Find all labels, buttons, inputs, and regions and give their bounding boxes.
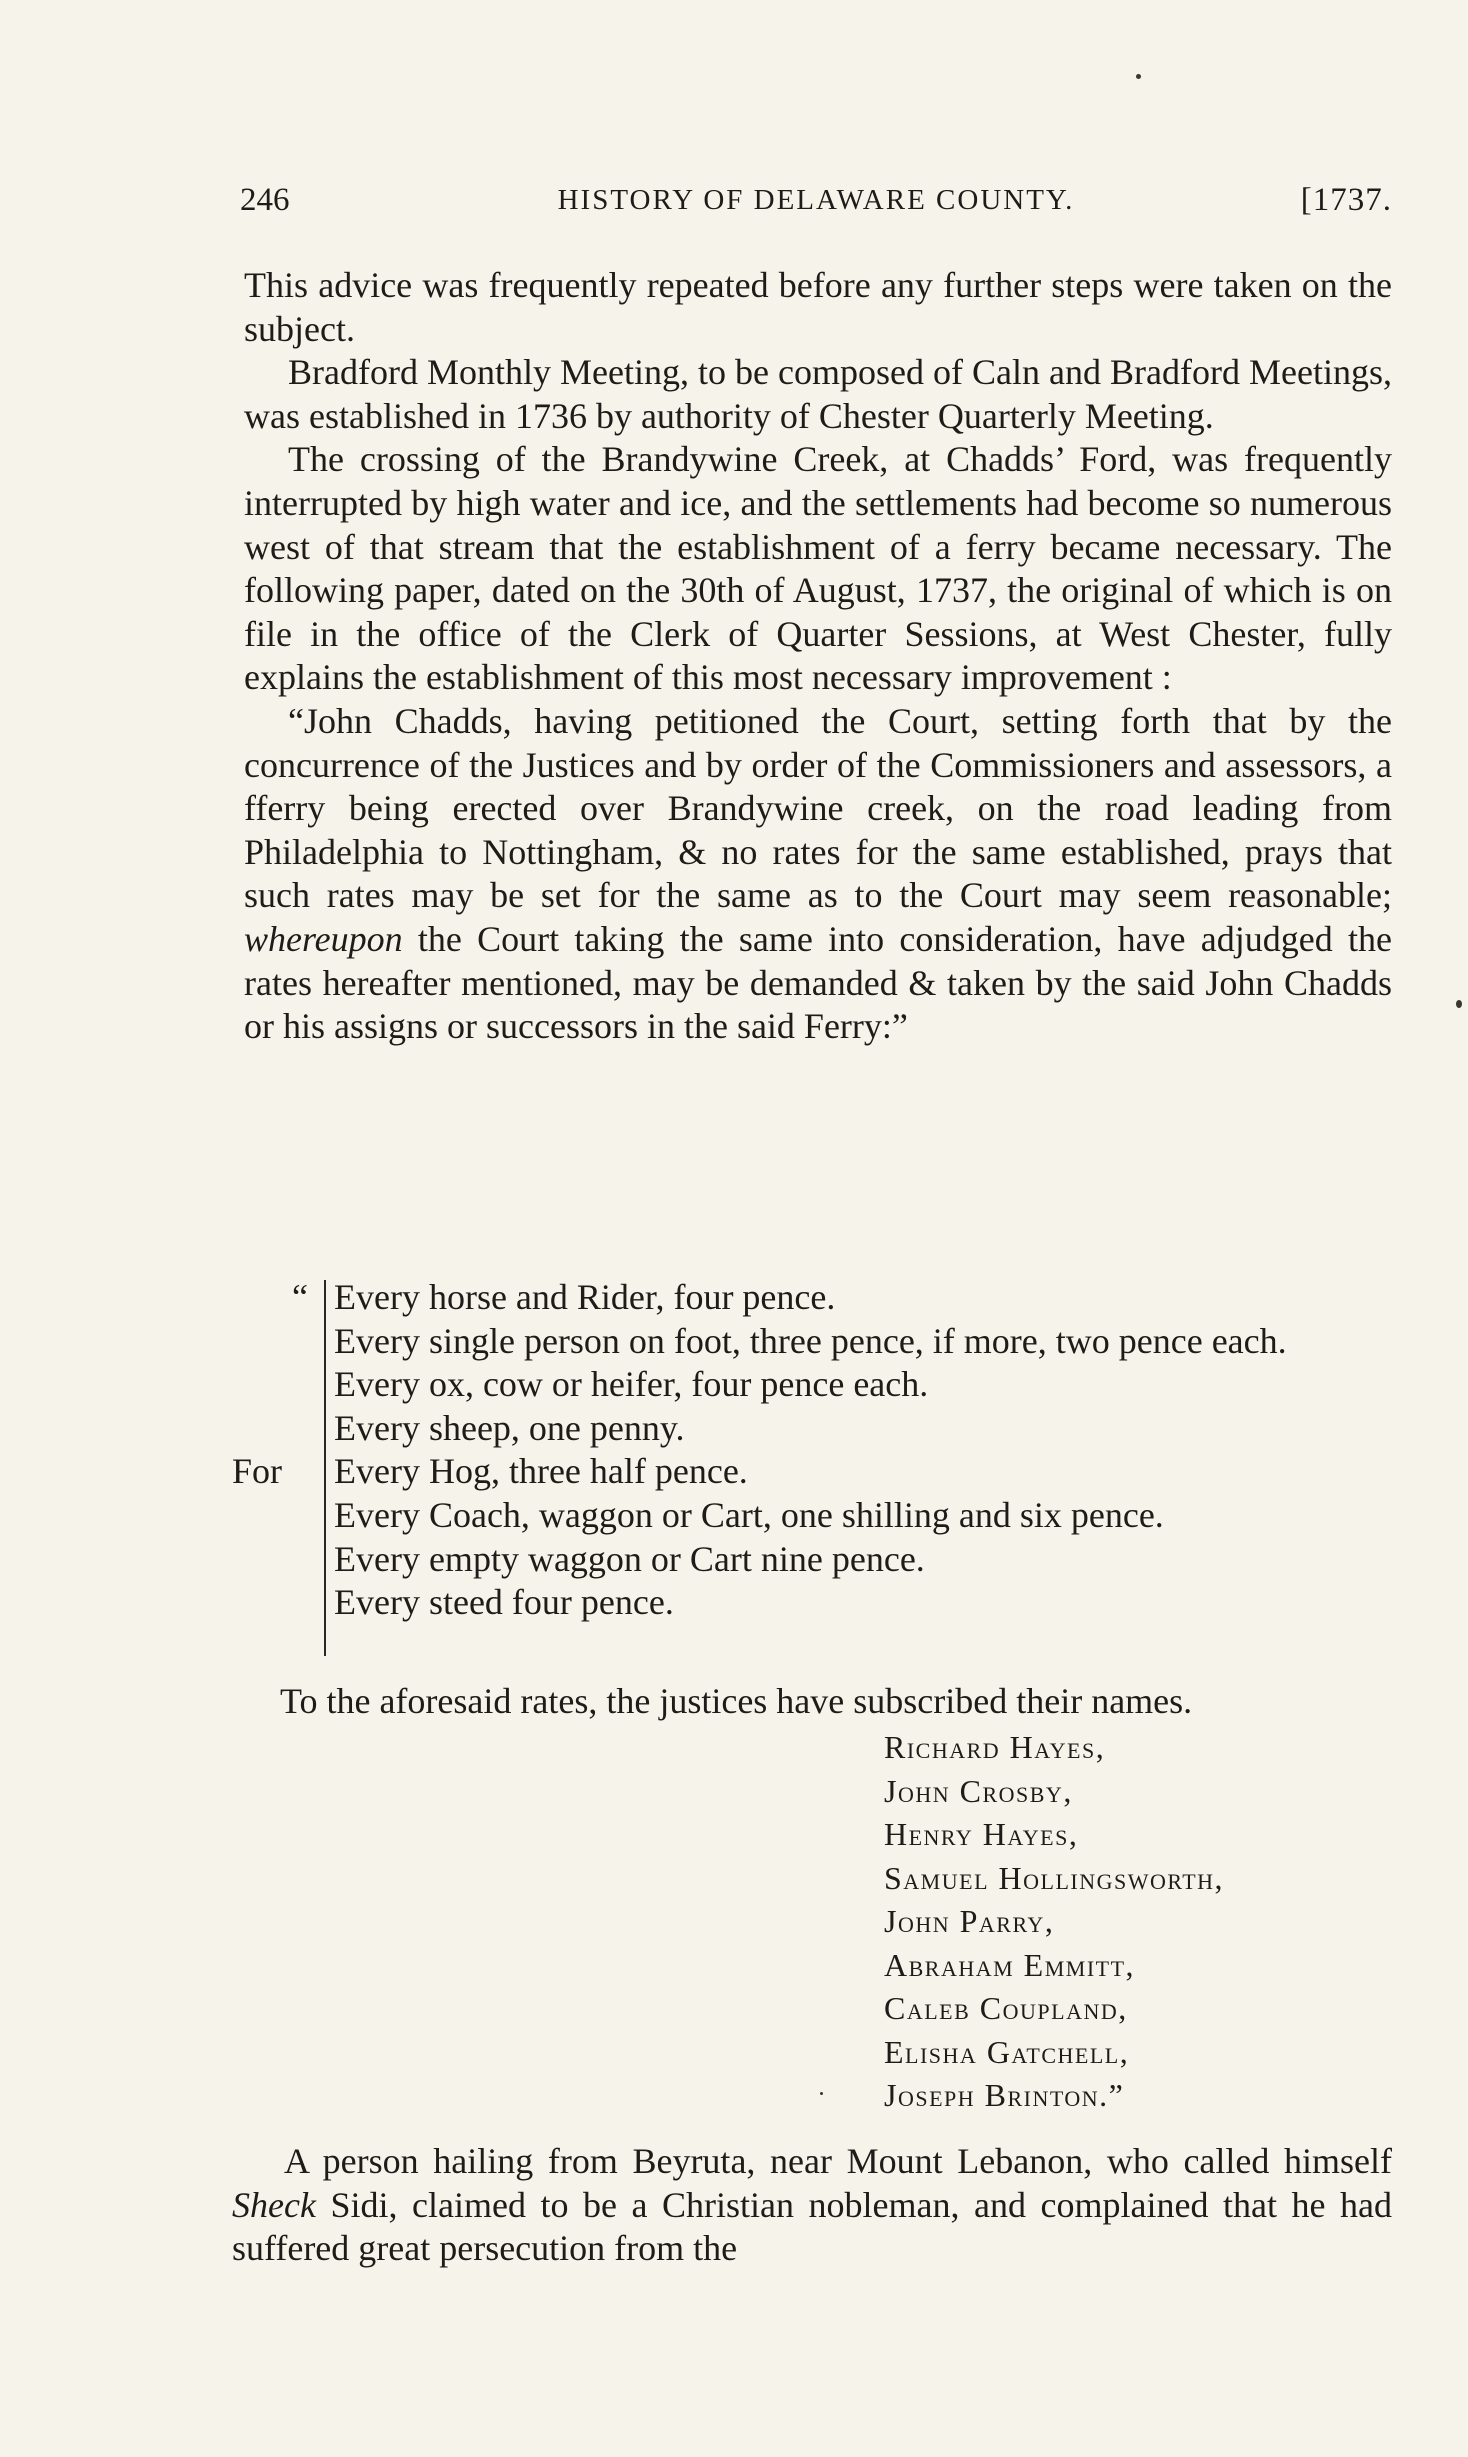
rate-item: Every steed four pence.: [334, 1582, 674, 1623]
rates-open-quote: “: [292, 1277, 308, 1317]
paper-speck: [1136, 74, 1141, 79]
paragraph-bradford: Bradford Monthly Meeting, to be composed of Caln and Bradford Meetings, was established in 1736 by authority of Chester Quarterly Meeting.: [244, 352, 1392, 436]
beyruta-text-end: Sidi, claimed to be a Christian nobleman, and complained that he had suffered great persecution from the: [232, 2184, 1392, 2269]
beyruta-text-start: A person hailing from Beyruta, near Mount Lebanon, who called himself: [284, 2141, 1392, 2181]
running-head: [240, 178, 1392, 222]
ferry-rates: [232, 1276, 1392, 1666]
signature: Elisha Gatchell,: [884, 2033, 1130, 2070]
signature: Henry Hayes,: [884, 1816, 1079, 1852]
paragraph-beyruta: [232, 2140, 1392, 2271]
beyruta-italic: Sheck: [232, 2184, 316, 2225]
paper-speck: [1456, 1000, 1462, 1008]
paragraph-ferry: The crossing of the Brandywine Creek, at Chadds’ Ford, was frequently interrupted by high water and ice, and the settlements had become so numerous west of that stream that the establishment of a ferry became necessary. The following paper, dated on the 30th of August, 1737, the original of which is on file in the office of the Clerk of Quarter Sessions, at West Chester, fully explains the establishment of this most necessary improvement :: [244, 439, 1392, 698]
signature-list: [884, 1726, 1404, 2118]
rate-item: Every empty waggon or Cart nine pence.: [334, 1538, 925, 1579]
closing-line-block: [244, 1680, 1392, 1724]
final-text: [232, 2140, 1392, 2271]
rate-item: Every Coach, waggon or Cart, one shilling and six pence.: [334, 1494, 1164, 1535]
rates-bracket-line: [324, 1280, 326, 1656]
signature: Abraham Emmitt,: [884, 1946, 1136, 1983]
paper-speck: [820, 2092, 823, 2095]
rate-item: Every ox, cow or heifer, four pence each.: [334, 1364, 929, 1405]
paragraph-advice: This advice was frequently repeated before any further steps were taken on the subject.: [244, 265, 1392, 349]
petition-text-start: “John Chadds, having petitioned the Court, setting forth that by the concurrence of the Justices and by order of the Commissioners and assessors, a fferry being erected over Brandywine creek, on the road leading from Philadelphia to Nottingham, & no rates for the same established, prays that such rates may be set for the same as to the Court may seem reasonable;: [244, 700, 1392, 916]
signature: Joseph Brinton.”: [884, 2077, 1125, 2113]
petition-text-end: the Court taking the same into consideration, have adjudged the rates hereafter mentioned, may be demanded & taken by the said John Chadds or his assigns or successors in the said Ferry:”: [244, 918, 1392, 1047]
rate-item: Every horse and Rider, four pence.: [334, 1277, 836, 1317]
signature: Richard Hayes,: [884, 1729, 1106, 1765]
page-number: 246: [240, 182, 290, 218]
signature: John Parry,: [884, 1903, 1055, 1939]
rate-item: Every single person on foot, three pence, if more, two pence each.: [334, 1320, 1287, 1361]
paragraph-petition: [244, 700, 1392, 1049]
signature: John Crosby,: [884, 1772, 1073, 1809]
signature: Samuel Hollingsworth,: [884, 1859, 1225, 1896]
main-text: [244, 264, 1392, 1049]
running-title: HISTORY OF DELAWARE COUNTY.: [557, 184, 1075, 216]
signature: Caleb Coupland,: [884, 1990, 1128, 2026]
rate-item: Every sheep, one penny.: [334, 1407, 685, 1448]
closing-line: To the aforesaid rates, the justices have subscribed their names.: [280, 1681, 1193, 1721]
rate-item: Every Hog, three half pence.: [334, 1451, 748, 1492]
petition-italic: whereupon: [244, 918, 403, 959]
rates-for-label: For: [232, 1451, 283, 1491]
running-year: [1737.: [1300, 182, 1392, 218]
rates-list: [334, 1276, 1392, 1625]
